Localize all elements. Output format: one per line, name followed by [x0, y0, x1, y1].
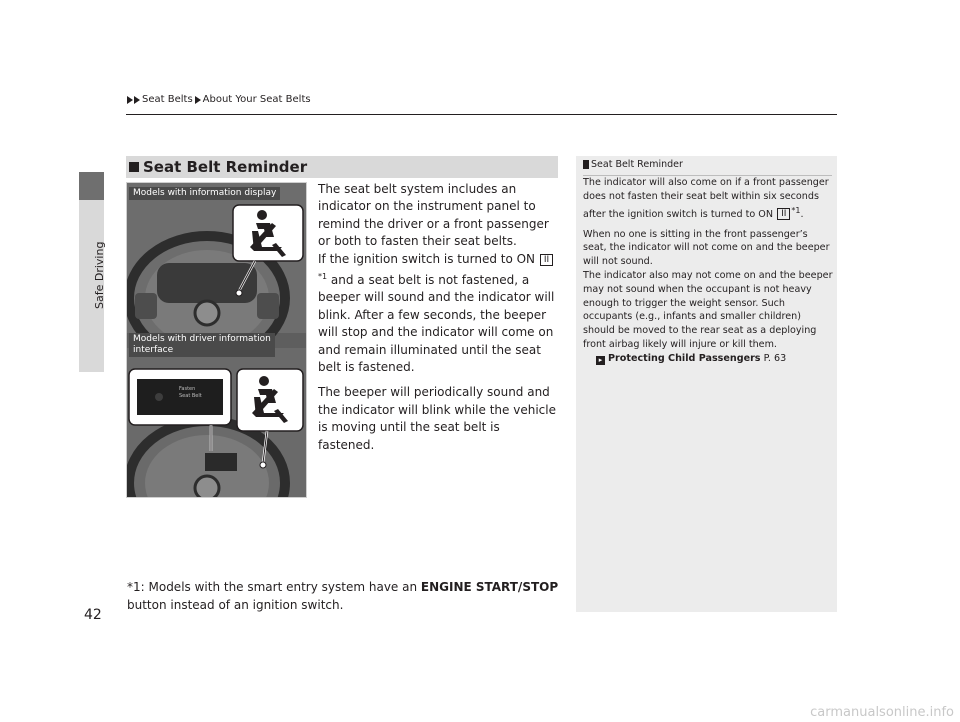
body-paragraph-3: The beeper will periodically sound and the indicator will blink while the vehicle is moving until the seat belt is fastened.: [318, 385, 556, 452]
sidebar-title: Seat Belt Reminder: [591, 159, 683, 170]
footnote-suffix: button instead of an ignition switch.: [127, 597, 344, 612]
section-square-icon: [129, 162, 139, 172]
breadcrumb-item-seat-belts[interactable]: Seat Belts: [142, 94, 193, 105]
figure-label-information-display: Models with information display: [129, 187, 280, 200]
sidebar-paragraph-2: When no one is sitting in the front passenger’s seat, the indicator will not come on and the beeper will not sound.: [583, 228, 830, 268]
figure-label-driver-interface-line1: Models with driver information: [133, 334, 271, 344]
breadcrumb-arrow-icon: [195, 96, 201, 104]
body-paragraph-2: [318, 251, 558, 377]
ignition-position-icon: II: [540, 254, 553, 266]
footnote: [127, 579, 567, 614]
page-number: 42: [84, 607, 102, 623]
sidebar-paragraph-3: The indicator also may not come on and the beeper may not sound when the occupant is not heavy enough to trigger the weight sensor. Such occupants (e.g., infants and smaller children) should be moved to the rear seat as a deploying front airbag likely will injure or kill them.: [583, 269, 833, 350]
screen-message-line2: Seat Belt: [179, 393, 202, 399]
sidebar-header: [576, 156, 837, 173]
breadcrumb-arrow-icon: [134, 96, 140, 104]
figure-dashboard: [126, 182, 307, 498]
note-marker-icon: [583, 160, 589, 169]
body-p2-text-b: and a seat belt is not fastened, a beeper will sound and the indicator will blink. After a few seconds, the beeper will stop and the indicator will come on and remain illuminated until the seat belt is fastened.: [318, 273, 555, 375]
breadcrumb: [127, 94, 311, 105]
screen-message-line1: Fasten: [179, 386, 196, 392]
figure-label-driver-interface: [129, 333, 275, 357]
sidebar-p1-text-a: The indicator will also come on if a front passenger does not fasten their seat belt within six seconds after the ignition switch is turned to ON: [583, 177, 829, 220]
footnote-ref: *1: [791, 205, 801, 215]
sidebar-cross-reference[interactable]: [583, 352, 833, 366]
header-rule: [126, 114, 837, 115]
breadcrumb-item-about[interactable]: About Your Seat Belts: [202, 94, 311, 105]
body-paragraph-1: The seat belt system includes an indicator on the instrument panel to remind the driver or a front passenger or both to fasten their seat belts.: [318, 182, 549, 249]
reference-page: P. 63: [760, 352, 787, 364]
body-text: [318, 181, 558, 462]
body-p2-text-a: If the ignition switch is turned to ON: [318, 251, 539, 266]
footnote-bold: ENGINE START/STOP: [420, 580, 559, 594]
watermark: carmanualsonline.info: [810, 705, 954, 720]
reference-link[interactable]: Protecting Child Passengers: [608, 352, 761, 364]
sidebar-p1-text-b: .: [800, 208, 804, 220]
figure-label-driver-interface-line2: interface: [133, 345, 174, 355]
section-title: Seat Belt Reminder: [143, 158, 308, 176]
sidebar-paragraph-1: [583, 176, 833, 222]
ignition-position-icon: II: [777, 208, 790, 220]
breadcrumb-arrow-icon: [127, 96, 133, 104]
section-header: [126, 156, 558, 178]
sidebar-note: [576, 156, 837, 612]
side-tab-label: Safe Driving: [93, 241, 106, 309]
footnote-ref: *1: [318, 272, 328, 282]
reference-arrow-icon: ▸: [596, 356, 605, 365]
footnote-prefix: *1: Models with the smart entry system have an: [127, 580, 421, 594]
side-tab-marker: [79, 172, 104, 200]
screen-message: [179, 386, 202, 400]
sidebar-body: [583, 176, 833, 366]
